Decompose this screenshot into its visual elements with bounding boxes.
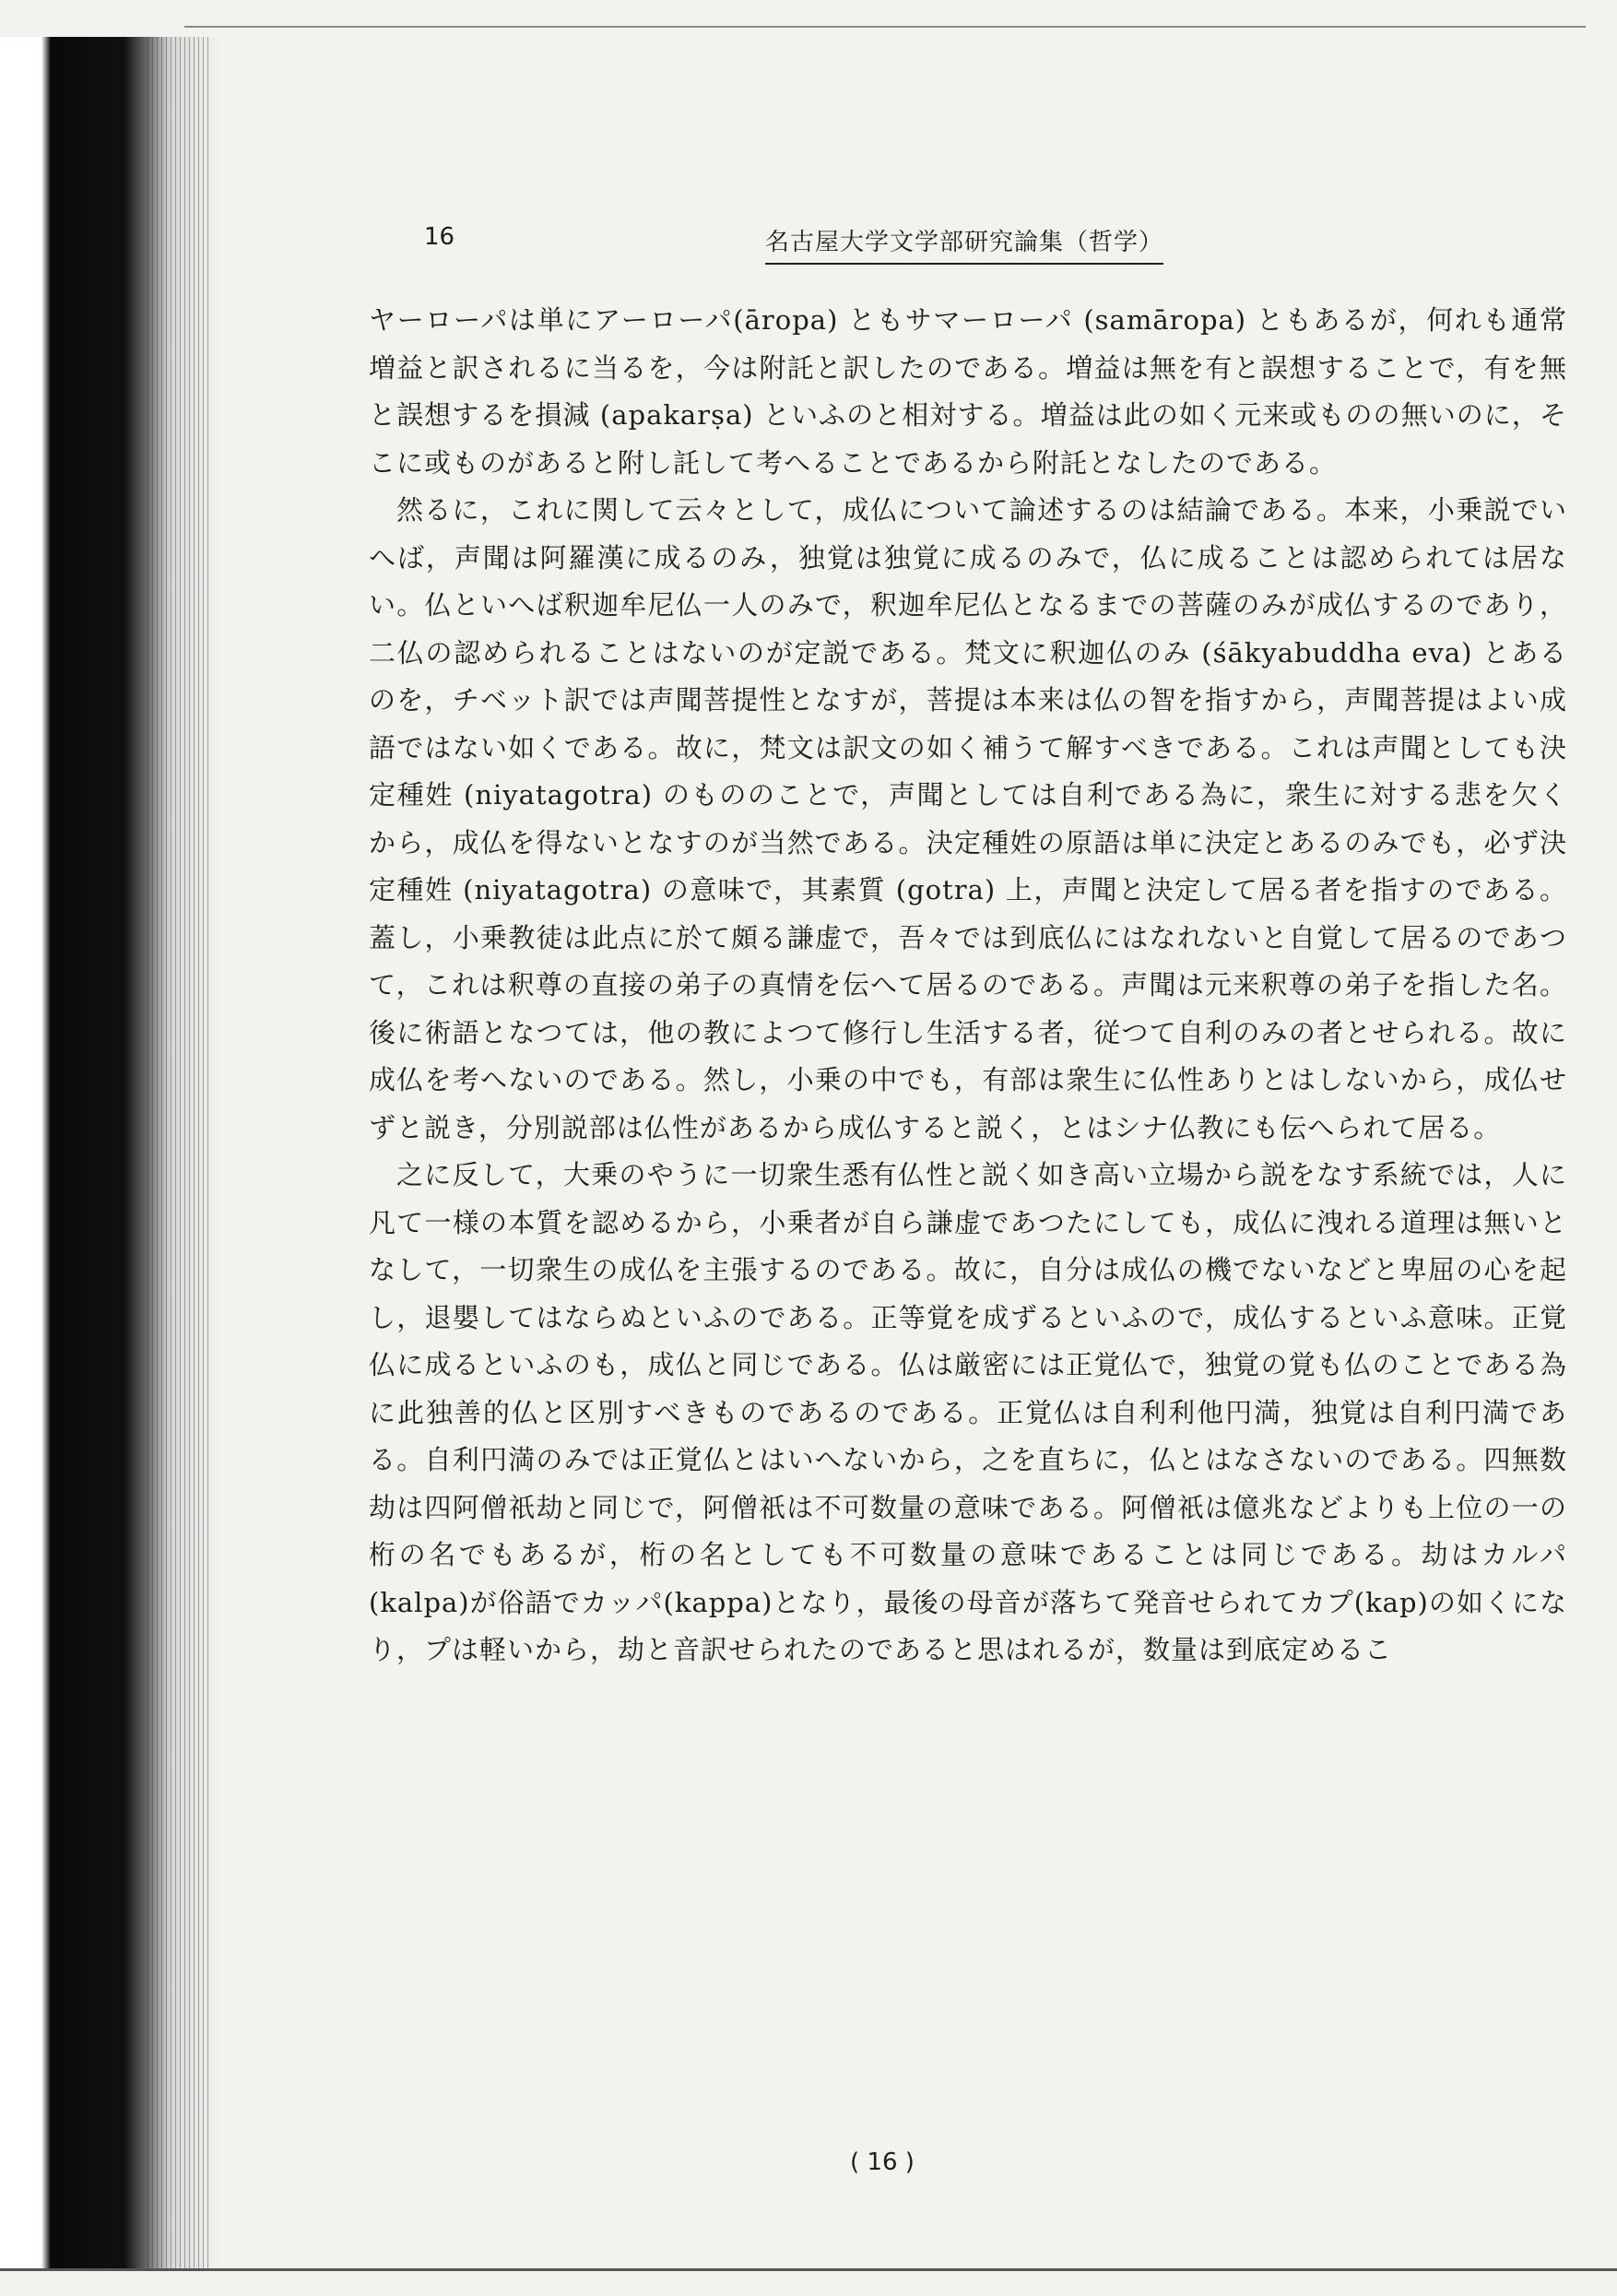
header-page-number: 16 <box>424 223 455 251</box>
paragraph-3: 之に反して，大乗のやうに一切衆生悉有仏性と説く如き高い立場から説をなす系統では，人に凡て一様の本質を認めるから，小乗者が自ら謙虚であつたにしても，成仏に洩れる道理は無いとなして，一切衆生の成仏を主張するのである。故に，自分は成仏の機でないなどと卑屈の心を起し，退嬰してはならぬといふのである。正等覚を成ずるといふので，成仏するといふ意味。正覚仏に成るといふのも，成仏と同じである。仏は厳密には正覚仏で，独覚の覚も仏のことである為に此独善的仏と区別すべきものであるのである。正覚仏は自利利他円満，独覚は自利円満である。自利円満のみでは正覚仏とはいへないから，之を直ちに，仏とはなさないのである。四無数劫は四阿僧祇劫と同じで，阿僧祇は不可数量の意味である。阿僧祇は億兆などよりも上位の一の桁の名でもあるが，桁の名としても不可数量の意味であることは同じである。劫はカルパ(kalpa)が俗語でカッパ(kappa)となり，最後の母音が落ちて発音せられてカプ(kap)の如くになり，プは軽いから，劫と音訳せられたのであると思はれるが，数量は到底定めるこ <box>369 1159 1568 1665</box>
paragraph-2: 然るに，これに関して云々として，成仏について論述するのは結論である。本来，小乗説でいへば，声聞は阿羅漢に成るのみ，独覚は独覚に成るのみで，仏に成ることは認められては居ない。仏といへば釈迦牟尼仏一人のみで，釈迦牟尼仏となるまでの菩薩のみが成仏するのであり，二仏の認められることはないのが定説である。梵文に釈迦仏のみ (śākyabuddha eva) とあるのを，チベット訳では声聞菩提性となすが，菩提は本来は仏の智を指すから，声聞菩提はよい成語ではない如くである。故に，梵文は訳文の如く補うて解すべきである。これは声聞としても決定種姓 (niyatagotra) のもののことで，声聞としては自利である為に，衆生に対する悲を欠くから，成仏を得ないとなすのが当然である。決定種姓の原語は単に決定とあるのみでも，必ず決定種姓 (niyatagotra) の意味で，其素質 (gotra) 上，声聞と決定して居る者を指すのである。蓋し，小乗教徒は此点に於て頗る謙虚で，吾々では到底仏にはなれないと自覚して居るのであつて，これは釈尊の直接の弟子の真情を伝へて居るのである。声聞は元来釈尊の弟子を指した名。後に術語となつては，他の教によつて修行し生活する者，従つて自利のみの者とせられる。故に成仏を考へないのである。然し，小乗の中でも，有部は衆生に仏性ありとはしないから，成仏せずと説き，分別説部は仏性があるから成仏すると説く，とはシナ仏教にも伝へられて居る。 <box>369 494 1567 1143</box>
page-header <box>424 223 1401 266</box>
book-binding-lines <box>148 37 212 2268</box>
page-footer-number: ( 16 ) <box>850 2148 915 2176</box>
page-bottom-edge <box>0 2268 1617 2271</box>
page-top-edge <box>184 26 1586 28</box>
paragraph-1: ヤーローパは単にアーローパ(āropa) ともサマーローパ (samāropa) ともあるが，何れも通常増益と訳されるに当るを，今は附託と訳したのである。増益は無を有と誤想することで，有を無と誤想するを損減 (apakarṣa) といふのと相対する。増益は此の如く元来或ものの無いのに，そこに或ものがあると附し託して考へることであるから附託となしたのである。 <box>369 304 1567 479</box>
journal-title: 名古屋大学文学部研究論集（哲学） <box>765 223 1163 265</box>
body-text <box>369 297 1567 1675</box>
